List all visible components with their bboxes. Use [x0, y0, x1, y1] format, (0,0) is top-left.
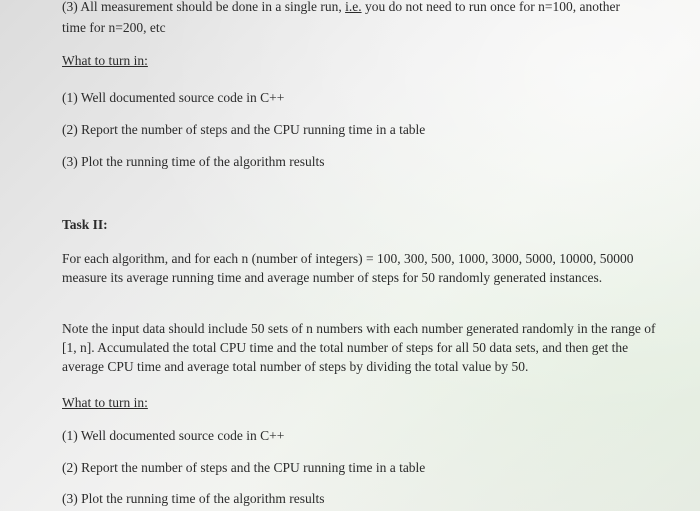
- task-heading: Task II:: [62, 217, 108, 232]
- turn-in-item-2-1: (1) Well documented source code in C++: [62, 428, 285, 443]
- turn-in-item-2-2: (2) Report the number of steps and the CPU running time in a table: [62, 460, 426, 475]
- turn-in-item-1-3: (3) Plot the running time of the algorithm results: [62, 154, 325, 169]
- measurement-line-2: time for n=200, etc: [62, 20, 166, 35]
- what-to-turn-in-heading-1: What to turn in:: [62, 53, 148, 68]
- ie-abbrev: i.e.: [345, 0, 362, 14]
- item3-suffix: you do not need to run once for n=100, another: [361, 0, 621, 14]
- task-paragraph-1: For each algorithm, and for each n (number of integers) = 100, 300, 500, 1000, 3000, 5000, 10000, 50000 measure its average running time and average number of steps for 50 randomly generated instances.: [62, 251, 634, 285]
- what-to-turn-in-heading-2: What to turn in:: [62, 395, 148, 410]
- measurement-line-1: [62, 0, 620, 16]
- turn-in-item-1-2: (2) Report the number of steps and the CPU running time in a table: [62, 122, 426, 137]
- turn-in-item-2-3: (3) Plot the running time of the algorithm results: [62, 491, 325, 506]
- item3-prefix: (3) All measurement should be done in a single run,: [62, 0, 346, 14]
- task-paragraph-2: Note the input data should include 50 sets of n numbers with each number generated randomly in the range of [1, n]. Accumulated the total CPU time and the total number of steps for all 50 data sets, and then get the average CPU time and average total number of steps by dividing the total value by 50.: [62, 321, 656, 374]
- turn-in-item-1-1: (1) Well documented source code in C++: [62, 90, 285, 105]
